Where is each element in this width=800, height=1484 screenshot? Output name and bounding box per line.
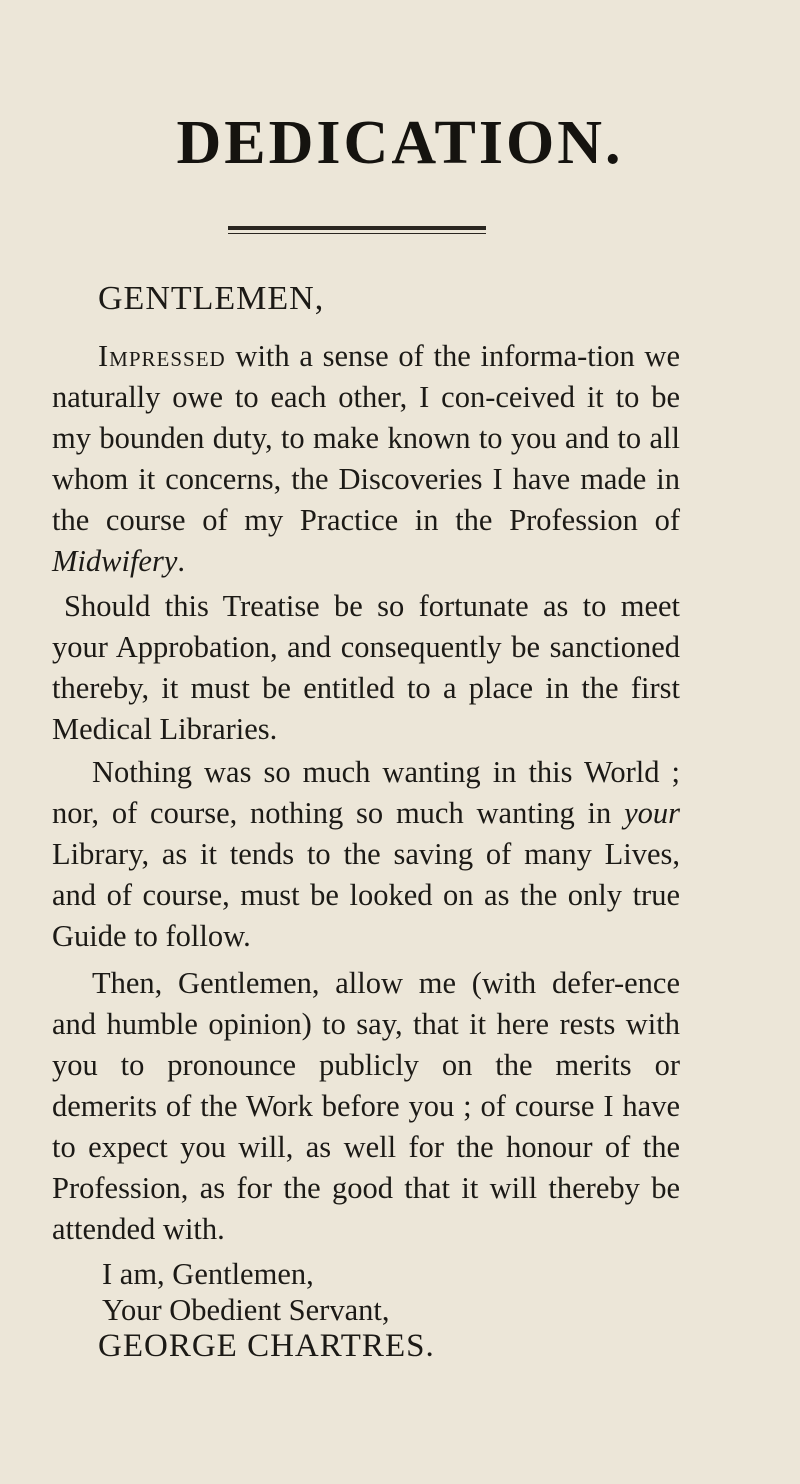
paragraph-1 xyxy=(52,336,680,582)
closing-line-1: I am, Gentlemen, xyxy=(102,1257,314,1291)
paragraph-3-text: Nothing was so much wanting in this World ; nor, of course, nothing so much wanting in xyxy=(52,755,680,830)
paragraph-1-italic-term: Midwifery xyxy=(52,544,178,578)
paragraph-1-lead-word: Impressed xyxy=(98,339,226,373)
paragraph-4: Then, Gentlemen, allow me (with defer-ence and humble opinion) to say, that it here rests with you to pronounce publicly on the merits or demerits of the Work before you ; of course I have to expect you will, as well for the honour of the Profession, as for the good that it will thereby be attended with. xyxy=(52,966,680,1246)
rule-thin-line xyxy=(228,233,486,234)
paragraph-1-end: . xyxy=(177,544,185,578)
closing-line-2: Your Obedient Servant, xyxy=(102,1293,390,1327)
title-rule-divider xyxy=(228,226,486,234)
paragraph-1-text: with a sense of the informa-tion we naturally owe to each other, I con-ceived it to be my bounden duty, to make known to you and to all whom it concerns, the Discoveries I have made in the course of my Practice in the Profession of xyxy=(52,339,680,537)
paragraph-2: Should this Treatise be so fortunate as to meet your Approbation, and consequently be sanctioned thereby, it must be entitled to a place in the first Medical Libraries. xyxy=(52,589,680,746)
paragraph-3-text-end: Library, as it tends to the saving of many Lives, and of course, must be looked on as the only true Guide to follow. xyxy=(52,837,680,953)
rule-thick-line xyxy=(228,226,486,230)
salutation: GENTLEMEN, xyxy=(98,280,325,317)
signature: GEORGE CHARTRES. xyxy=(98,1328,435,1364)
paragraph-3-italic-word: your xyxy=(624,796,680,830)
page-title: DEDICATION. xyxy=(176,109,624,177)
paragraph-3 xyxy=(52,752,680,957)
